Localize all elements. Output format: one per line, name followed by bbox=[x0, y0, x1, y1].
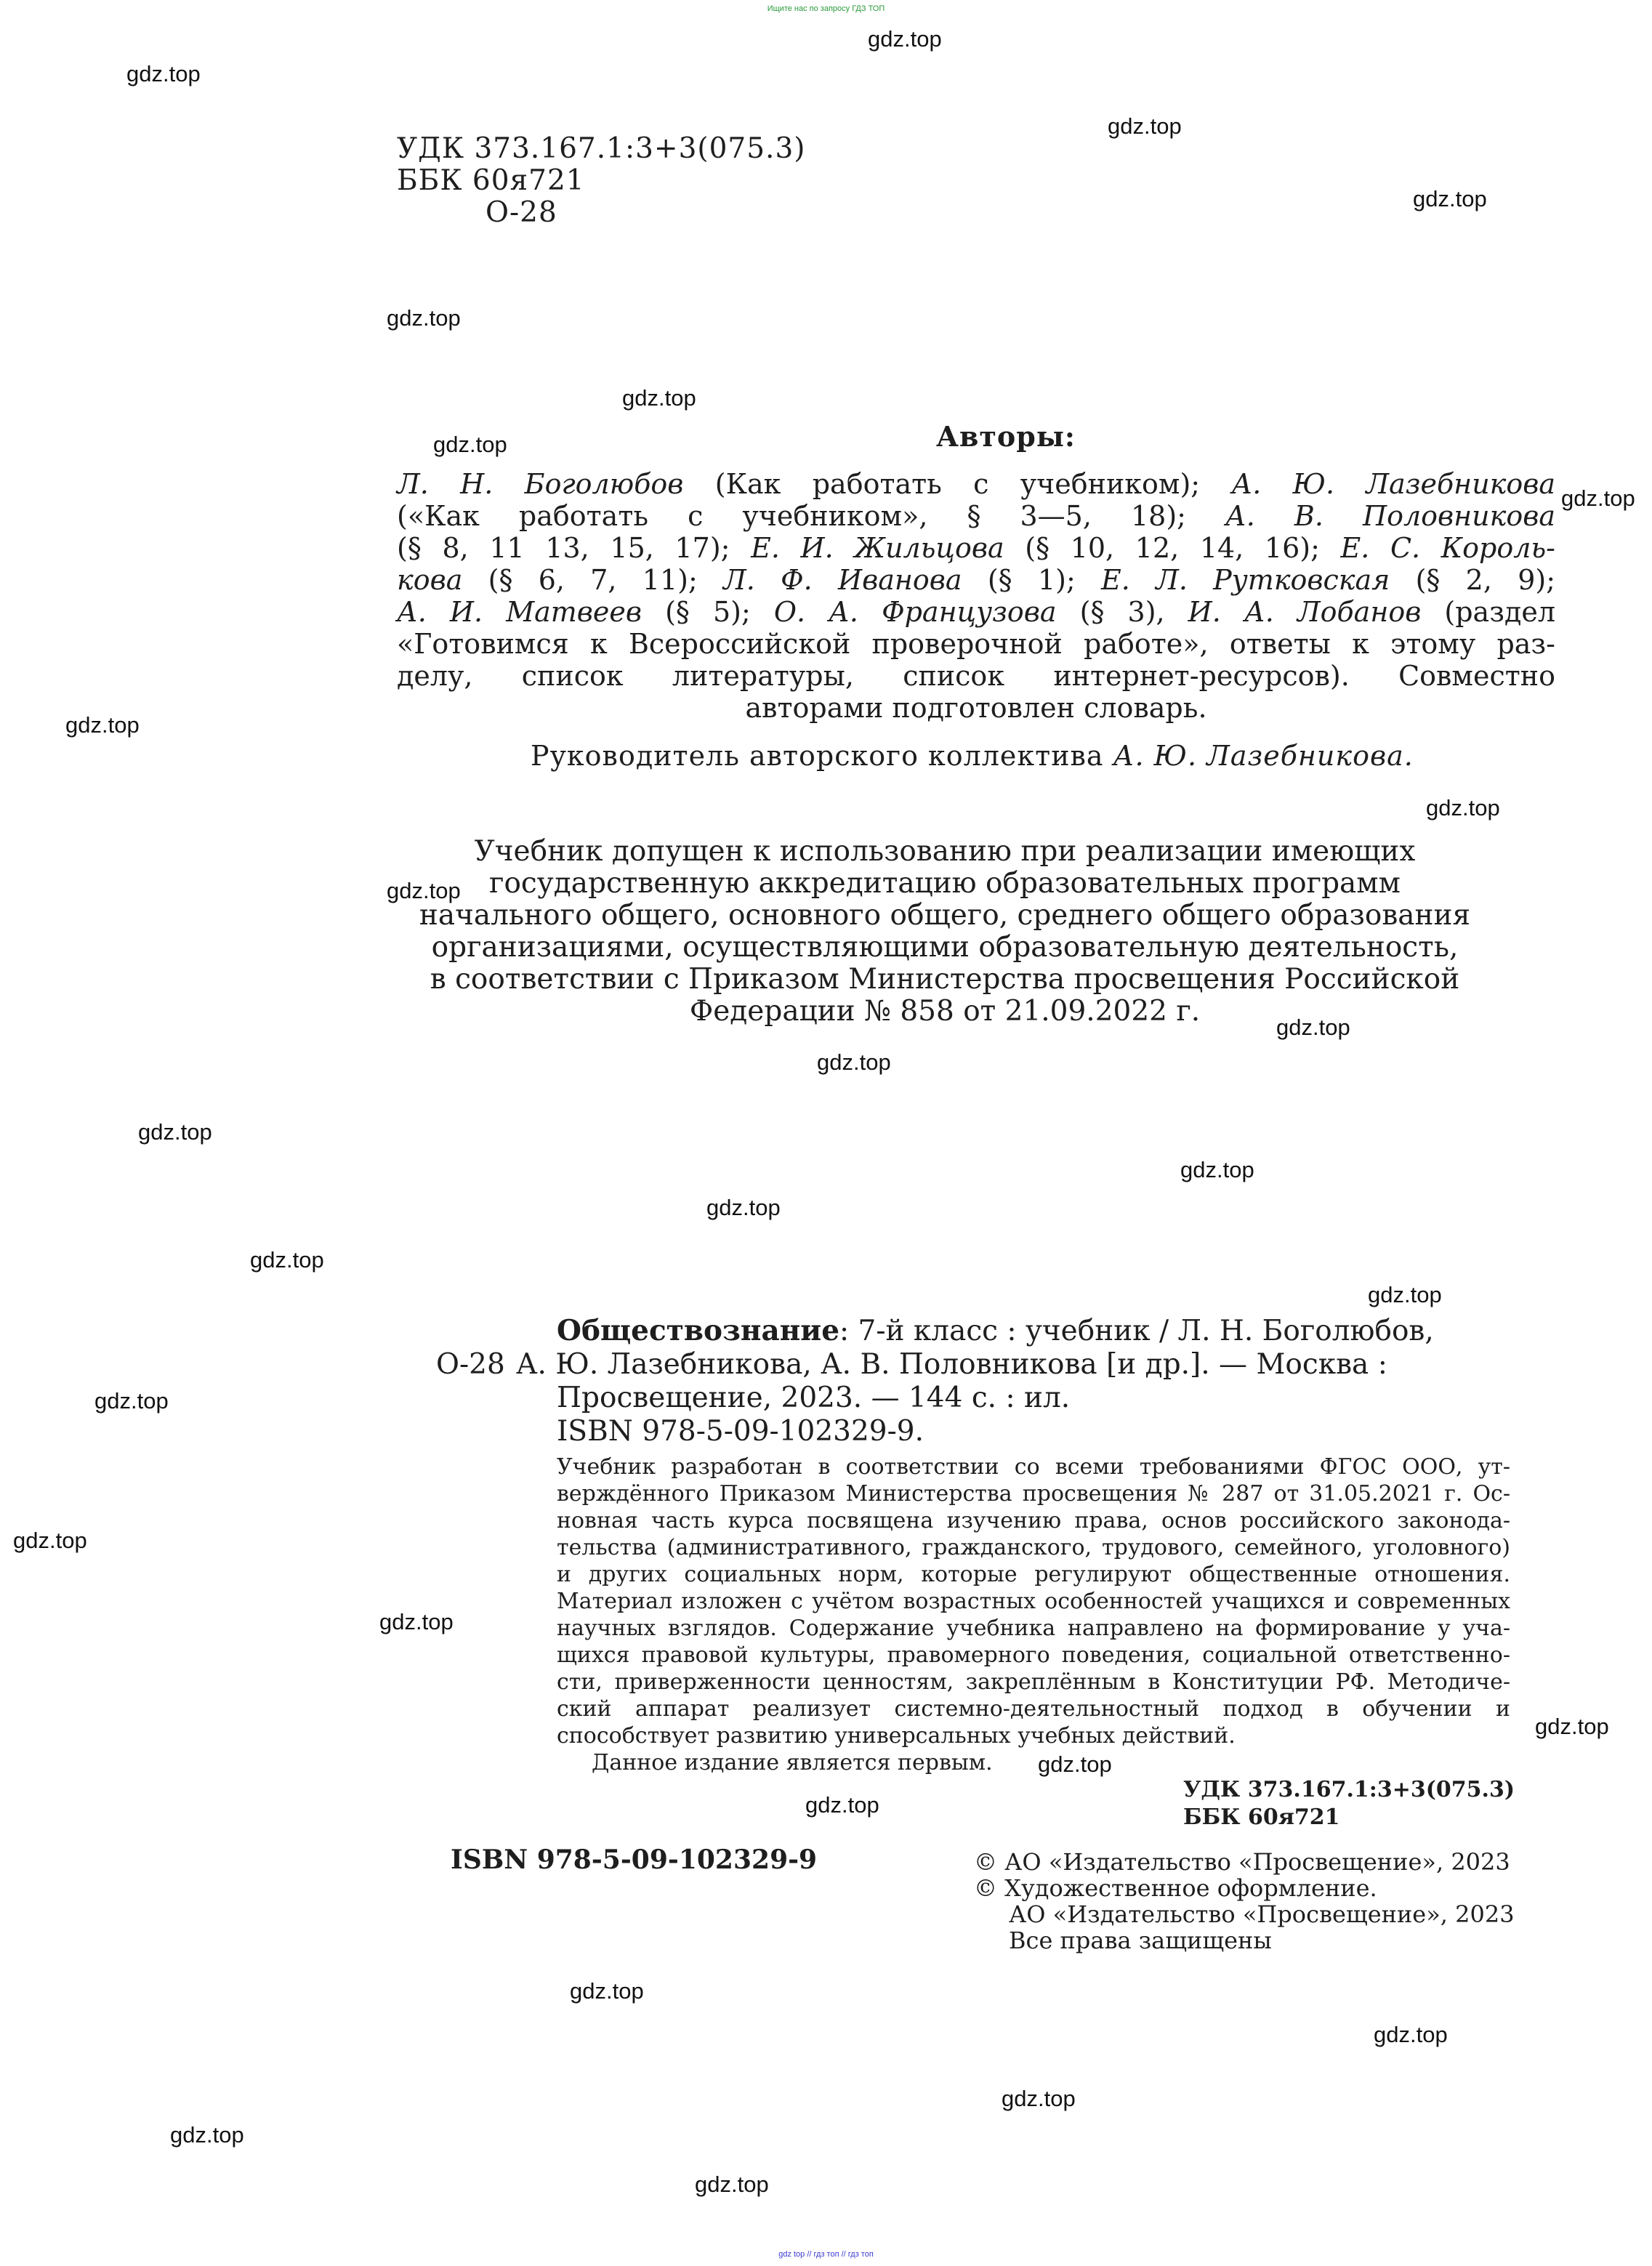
watermark: gdz.top bbox=[387, 305, 461, 331]
book-title: Обществознание bbox=[557, 1314, 840, 1347]
watermark: gdz.top bbox=[94, 1388, 169, 1414]
watermark: gdz.top bbox=[1413, 186, 1487, 211]
watermark: gdz.top bbox=[13, 1528, 87, 1553]
book-title-rest: : 7-й класс : учебник / Л. Н. Боголюбов, bbox=[839, 1315, 1434, 1347]
watermark: gdz.top bbox=[138, 1119, 212, 1145]
watermark: gdz.top bbox=[622, 385, 696, 411]
author-sign-line: О-28 bbox=[485, 196, 557, 229]
watermark: gdz.top bbox=[1108, 113, 1182, 139]
udk-footer-line: УДК 373.167.1:3+3(075.3) bbox=[1183, 1777, 1515, 1802]
watermark: gdz.top bbox=[126, 61, 201, 86]
udk-line: УДК 373.167.1:3+3(075.3) bbox=[397, 132, 806, 165]
watermark: gdz.top bbox=[170, 2122, 244, 2148]
copyright-line: © АО «Издательство «Просвещение», 2023 bbox=[974, 1848, 1510, 1876]
watermark: gdz.top bbox=[1535, 1714, 1609, 1739]
annotation-line: верждённого Приказом Министерства просвещения № 287 от 31.05.2021 г. Ос- bbox=[557, 1481, 1510, 1507]
authors-line: делу, список литературы, список интернет-ресурсов). Совместно bbox=[397, 660, 1555, 692]
watermark: gdz.top bbox=[695, 2172, 769, 2197]
author-team-leader bbox=[531, 740, 1414, 772]
copyright-line: Все права защищены bbox=[1009, 1927, 1272, 1954]
annotation-line: ский аппарат реализует системно-деятельностный подход в обучении и bbox=[557, 1696, 1510, 1722]
annotation-line: Учебник разработан в соответствии со всеми требованиями ФГОС ООО, ут- bbox=[557, 1454, 1510, 1480]
watermark: gdz.top bbox=[570, 1978, 644, 2004]
approval-line: в соответствии с Приказом Министерства просвещения Российской bbox=[430, 963, 1460, 996]
author-sign-code: О-28 bbox=[436, 1348, 505, 1381]
authors-line: «Готовимся к Всероссийской проверочной работе», ответы к этому раз- bbox=[397, 628, 1555, 660]
authors-heading: Авторы: bbox=[936, 420, 1076, 453]
watermark: gdz.top bbox=[817, 1049, 891, 1075]
annotation-line: научных взглядов. Содержание учебника направлено на формирование у уча- bbox=[557, 1616, 1510, 1641]
watermark: gdz.top bbox=[250, 1247, 324, 1273]
udk-footer bbox=[1183, 1776, 1515, 1831]
watermark: gdz.top bbox=[379, 1609, 454, 1634]
watermark: gdz.top bbox=[387, 878, 461, 903]
annotation-paragraph bbox=[557, 1453, 1510, 1776]
annotation-line: щихся правовой культуры, правомерного поведения, социальной ответственно- bbox=[557, 1642, 1510, 1668]
annotation-line: способствует развитию универсальных учебных действий. bbox=[557, 1723, 1236, 1749]
approval-line: начального общего, основного общего, среднего общего образования bbox=[419, 899, 1471, 932]
copyright-block bbox=[974, 1849, 1515, 1953]
bbk-line: ББК 60я721 bbox=[397, 164, 585, 197]
watermark: gdz.top bbox=[1374, 2022, 1448, 2047]
bottom-banner[interactable]: gdz top // гдз топ // гдз топ bbox=[778, 2250, 874, 2259]
leader-name: А. Ю. Лазебникова. bbox=[1113, 740, 1414, 772]
biblio-line-publisher: Просвещение, 2023. — 144 с. : ил. bbox=[557, 1382, 1071, 1414]
watermark: gdz.top bbox=[706, 1195, 781, 1220]
approval-paragraph bbox=[363, 836, 1526, 1028]
watermark: gdz.top bbox=[433, 432, 507, 457]
watermark: gdz.top bbox=[1368, 1282, 1442, 1307]
annotation-line: Данное издание является первым. bbox=[592, 1750, 993, 1775]
watermark: gdz.top bbox=[868, 26, 942, 52]
annotation-line: Материал изложен с учётом возрастных особенностей учащихся и современных bbox=[557, 1589, 1510, 1614]
biblio-line-authors bbox=[436, 1348, 1512, 1382]
annotation-line: новная часть курса посвящена изучению права, основ российского законода- bbox=[557, 1508, 1510, 1533]
udk-header bbox=[397, 133, 805, 229]
watermark: gdz.top bbox=[1561, 485, 1635, 511]
watermark: gdz.top bbox=[1426, 795, 1500, 820]
authors-paragraph bbox=[397, 468, 1555, 724]
top-banner[interactable]: Ищите нас по запросу ГДЗ ТОП bbox=[767, 4, 885, 13]
leader-prefix: Руководитель авторского коллектива bbox=[531, 740, 1104, 772]
copyright-line: © Художественное оформление. bbox=[974, 1874, 1377, 1902]
authors-line: Л. Н. Боголюбов (Как работать с учебником); А. Ю. Лазебникова bbox=[397, 468, 1556, 500]
approval-line: Учебник допущен к использованию при реализации имеющих bbox=[474, 835, 1416, 868]
watermark: gdz.top bbox=[1038, 1751, 1112, 1777]
biblio-line-isbn: ISBN 978-5-09-102329-9. bbox=[557, 1415, 924, 1448]
watermark: gdz.top bbox=[805, 1792, 879, 1818]
annotation-line: тельства (административного, гражданского, трудового, семейного, уголовного) bbox=[557, 1535, 1510, 1560]
authors-line: авторами подготовлен словарь. bbox=[745, 692, 1207, 724]
watermark: gdz.top bbox=[1180, 1157, 1254, 1182]
approval-line: Федерации № 858 от 21.09.2022 г. bbox=[689, 995, 1201, 1028]
authors-line: А. И. Матвеев (§ 5); О. А. Французова (§ 3), И. А. Лобанов (раздел bbox=[397, 596, 1555, 628]
authors-line: кова (§ 6, 7, 11); Л. Ф. Иванова (§ 1); Е. Л. Рутковская (§ 2, 9); bbox=[397, 564, 1556, 596]
biblio-line-title bbox=[436, 1314, 1512, 1348]
annotation-line: сти, приверженности ценностям, закреплённым в Конституции РФ. Методиче- bbox=[557, 1669, 1510, 1695]
isbn: ISBN 978-5-09-102329-9 bbox=[451, 1844, 818, 1875]
authors-line: («Как работать с учебником», § 3—5, 18); А. В. Половникова bbox=[397, 500, 1555, 532]
watermark: gdz.top bbox=[65, 712, 140, 738]
bbk-footer-line: ББК 60я721 bbox=[1183, 1805, 1340, 1830]
watermark: gdz.top bbox=[1002, 2086, 1076, 2111]
bibliographic-record bbox=[436, 1314, 1512, 1448]
biblio-authors: А. Ю. Лазебникова, А. В. Половникова [и др.]. — Москва : bbox=[516, 1348, 1387, 1381]
watermark: gdz.top bbox=[1276, 1015, 1350, 1040]
annotation-line: и других социальных норм, которые регулируют общественные отношения. bbox=[557, 1562, 1510, 1587]
approval-line: организациями, осуществляющими образовательную деятельность, bbox=[431, 931, 1459, 964]
approval-line: государственную аккредитацию образовательных программ bbox=[489, 867, 1401, 900]
authors-line: (§ 8, 11 13, 15, 17); Е. И. Жильцова (§ 10, 12, 14, 16); Е. С. Король- bbox=[397, 532, 1555, 564]
copyright-line: АО «Издательство «Просвещение», 2023 bbox=[1009, 1900, 1515, 1928]
